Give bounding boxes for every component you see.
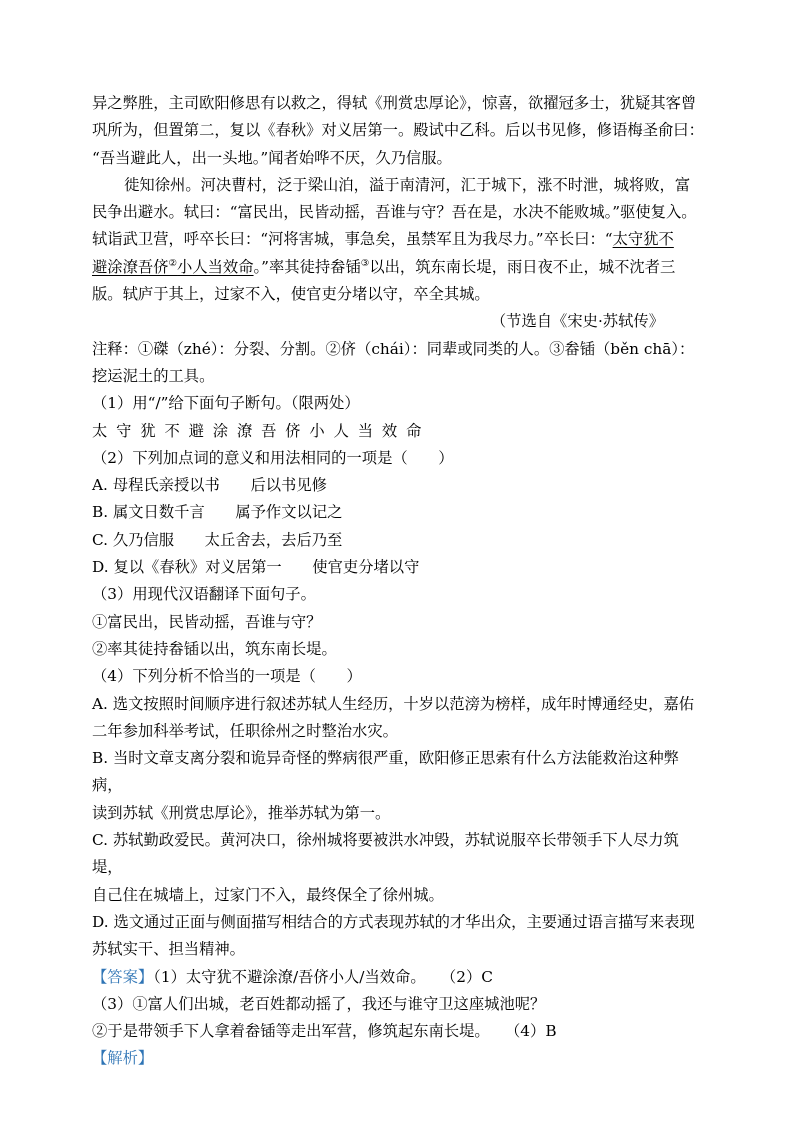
answer-label: 【答案】 [92, 967, 154, 986]
passage-line [92, 145, 706, 172]
question-2-option-c [92, 527, 706, 554]
text-segment: B. 当时文章支离分裂和诡异奇怪的弊病很严重，欧阳修正思索有什么方法能救治这种弊病， [92, 749, 679, 795]
passage-line [92, 199, 706, 226]
answer-line-3 [92, 1018, 706, 1045]
question-4-option-a [92, 691, 706, 718]
text-segment: 避涂潦吾侪 [92, 257, 169, 276]
passage-line [92, 254, 706, 281]
passage-line [92, 117, 706, 144]
text-segment: 民争出避水。轼曰：“富民出，民皆动摇，吾谁与守？吾在是，水决不能败城。”驱使复入。 [92, 203, 697, 222]
answer-line-1 [92, 964, 706, 991]
sentence-to-punctuate [92, 418, 706, 445]
text-segment: （4）下列分析不恰当的一项是（ ） [92, 667, 362, 686]
text-segment: D. 复以《春秋》对义居第一 使官吏分堵以守 [92, 558, 420, 577]
text-segment: 以出，筑东南长堤，雨日夜不止，城不沈者三 [369, 257, 676, 276]
text-segment: （1）太守犹不避涂潦/吾侪小人/当效命。 （2）C [153, 967, 493, 986]
passage-line [92, 172, 706, 199]
text-segment: （3）用现代汉语翻译下面句子。 [92, 585, 316, 604]
text-segment: C. 久乃信服 太丘舍去，去后乃至 [92, 530, 343, 549]
question-4-option-a-cont [92, 718, 706, 745]
question-4-option-c-cont [92, 882, 706, 909]
passage-line [92, 281, 706, 308]
text-segment: 二年参加科举考试，任职徐州之时整治水灾。 [92, 721, 398, 740]
text-segment: ②于是带领手下人拿着畚锸等走出军营，修筑起东南长堤。 （4）B [92, 1022, 557, 1041]
passage-line [92, 90, 706, 117]
question-4-option-d [92, 909, 706, 936]
source-attribution [92, 308, 706, 335]
question-2 [92, 445, 706, 472]
question-4-option-b-cont [92, 800, 706, 827]
text-segment: A. 母程氏亲授以书 后以书见修 [92, 476, 327, 495]
question-4-option-d-cont [92, 936, 706, 963]
underlined-text [92, 258, 254, 276]
underlined-text [613, 230, 674, 248]
question-4 [92, 663, 706, 690]
text-segment: B. 属文日数千言 属予作文以记之 [92, 503, 343, 522]
text-segment: “吾当避此人，出一头地。”闻者始哗不厌，久乃信服。 [92, 148, 452, 167]
question-1 [92, 390, 706, 417]
text-segment: 徙知徐州。河决曹村，泛于梁山泊，溢于南清河，汇于城下，涨不时泄，城将败，富 [124, 175, 691, 194]
text-segment: 小人当效命 [177, 257, 254, 276]
question-2-option-b [92, 499, 706, 526]
text-segment: ②率其徒持畚锸以出，筑东南长堤。 [92, 639, 337, 658]
text-segment: A. 选文按照时间顺序进行叙述苏轼人生经历，十岁以范滂为榜样，成年时博通经史，嘉佑 [92, 694, 695, 713]
text-segment: ①富民出，民皆动摇，吾谁与守？ [92, 612, 322, 631]
text-segment: 版。轼庐于其上，过家不入，使官吏分堵以守，卒全其城。 [92, 285, 490, 304]
question-2-option-a [92, 472, 706, 499]
text-segment: （节选自《宋史·苏轼传》 [490, 312, 664, 331]
text-segment: 注释：①磔（zhé）：分裂、分割。②侪（chái）：同辈或同类的人。③畚锸（běn chā）： [92, 339, 695, 358]
text-segment: 挖运泥土的工具。 [92, 366, 215, 385]
question-2-option-d [92, 554, 706, 581]
text-segment: 太 守 犹 不 避 涂 潦 吾 侪 小 人 当 效 命 [92, 421, 424, 440]
analysis-label: 【解析】 [92, 1049, 154, 1068]
text-segment: 太守犹不 [612, 230, 674, 249]
text-segment: 异之弊胜，主司欧阳修思有以救之，得轼《刑赏忠厚论》，惊喜，欲擢冠多士，犹疑其客曾 [92, 94, 697, 112]
text-segment: 读到苏轼《刑赏忠厚论》，推举苏轼为第一。 [92, 803, 391, 822]
text-segment: 轼诣武卫营，呼卒长曰：“河将害城，事急矣，虽禁军且为我尽力。”卒长曰：“ [92, 230, 613, 249]
note-ref-3-icon: ③ [360, 257, 370, 269]
question-3-sentence-2 [92, 636, 706, 663]
question-4-option-c [92, 827, 706, 882]
question-3 [92, 581, 706, 608]
text-segment: 自己住在城墙上，过家门不入，最终保全了徐州城。 [92, 885, 444, 904]
note-ref-2-icon: ② [168, 257, 178, 269]
answer-line-2 [92, 991, 706, 1018]
text-segment: （1）用“/”给下面句子断句。（限两处） [92, 394, 360, 413]
text-segment: C. 苏轼勤政爱民。黄河决口，徐州城将要被洪水冲毁，苏轼说服卒长带领手下人尽力筑堤， [92, 831, 679, 877]
notes-line [92, 363, 706, 390]
analysis-line [92, 1045, 706, 1072]
text-segment: 苏轼实干、担当精神。 [92, 940, 245, 959]
passage-line [92, 226, 706, 253]
text-segment: （3）①富人们出城，老百姓都动摇了，我还与谁守卫这座城池呢？ [92, 994, 546, 1013]
text-segment: 巩所为，但置第二，复以《春秋》对义居第一。殿试中乙科。后以书见修，修语梅圣俞曰： [92, 121, 704, 140]
text-segment: 。”率其徒持畚锸 [253, 257, 361, 276]
text-segment: （2）下列加点词的意义和用法相同的一项是（ ） [92, 448, 454, 467]
question-4-option-b [92, 745, 706, 800]
notes-line [92, 336, 706, 363]
text-segment: D. 选文通过正面与侧面描写相结合的方式表现苏轼的才华出众，主要通过语言描写来表现 [92, 912, 695, 931]
question-3-sentence-1 [92, 609, 706, 636]
